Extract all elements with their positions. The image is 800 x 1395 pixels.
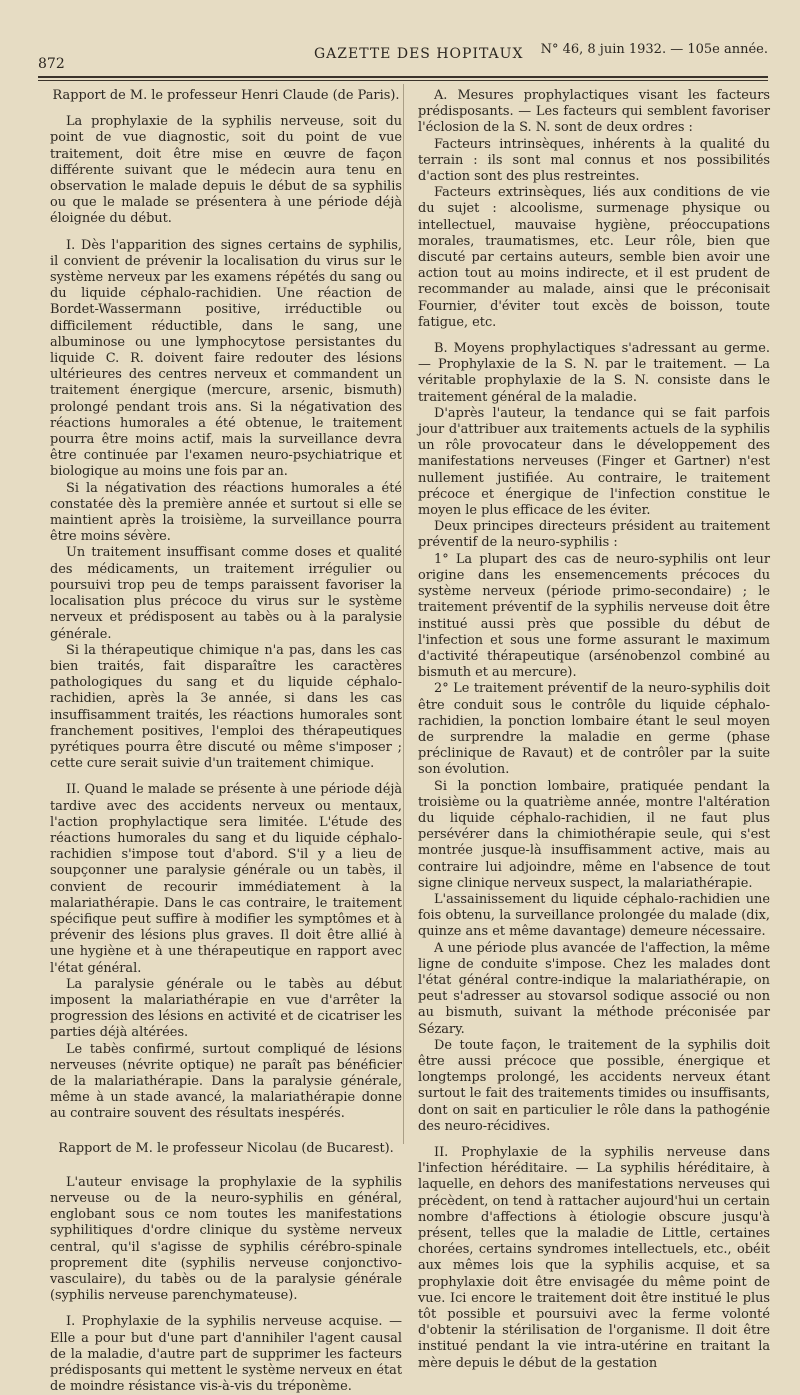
paragraph: De toute façon, le traitement de la syphilis doit être aussi précoce que possible, énergique et longtemps prolongé, les accidents nerveux étant surtout le fait des traitements timides ou insuffisants, dont on sait en particulier le rôle dans la pathogénie des neuro-récidives. [418,1037,770,1134]
column-separator [403,84,404,1144]
paragraph: La prophylaxie de la syphilis nerveuse, soit du point de vue diagnostic, soit du point de vue traitement, doit être mise en œuvre de façon différente suivant que le médecin aura tenu en observation le malade depuis le début de sa syphilis ou que le malade se présentera à une période déjà éloignée du début. [50,114,402,227]
journal-title: GAZETTE DES HOPITAUX [314,46,524,62]
paragraph: A une période plus avancée de l'affection, la même ligne de conduite s'impose. Chez les malades dont l'état général contre-indique la malariathérapie, on peut s'adresser au stovarsol sodique associé ou non au bismuth, suivant la méthode préconisée par Sézary. [418,940,770,1037]
paragraph: 2° Le traitement préventif de la neuro-syphilis doit être conduit sous le contrôle du liquide céphalo-rachidien, la ponction lombaire étant le seul moyen de surprendre la maladie en germe (phase préclinique de Ravaut) et de contrôler par la suite son évolution. [418,681,770,778]
paragraph: I. Prophylaxie de la syphilis nerveuse acquise. — Elle a pour but d'une part d'annihiler l'agent causal de la maladie, d'autre part de supprimer les facteurs prédisposants qui mettent le système nerveux en état de moindre résistance vis-à-vis du tréponème. [50,1314,402,1395]
paragraph: La paralysie générale ou le tabès au début imposent la malariathérapie en vue d'arrêter la progression des lésions en activité et de cicatriser les parties déjà altérées. [50,976,402,1041]
paragraph: A. Mesures prophylactiques visant les facteurs prédisposants. — Les facteurs qui semblent favoriser l'éclosion de la S. N. sont de deux ordres : [418,88,770,136]
paragraph: Le tabès confirmé, surtout compliqué de lésions nerveuses (névrite optique) ne paraît pas bénéficier de la malariathérapie. Dans la paralysie générale, même à un stade avancé, la malariathérapie donne au contraire souvent des résultats inespérés. [50,1041,402,1122]
paragraph: Si la négativation des réactions humorales a été constatée dès la première année et surtout si elle se maintient après la troisième, la surveillance pourra être moins sévère. [50,480,402,545]
paragraph: L'assainissement du liquide céphalo-rachidien une fois obtenu, la surveillance prolongée du malade (dix, quinze ans et même davantage) demeure nécessaire. [418,891,770,940]
paragraph: Facteurs extrinsèques, liés aux conditions de vie du sujet : alcoolisme, surmenage physique ou intellectuel, mauvaise hygiène, préoccupations morales, traumatismes, etc. Leur rôle, bien que discuté par certains auteurs, semble bien avoir une action tout au moins indirecte, et il est prudent de recommander au malade, ainsi que le préconisait Fournier, d'éviter tout excès de boisson, toute fatigue, etc. [418,185,770,330]
paragraph: II. Prophylaxie de la syphilis nerveuse dans l'infection héréditaire. — La syphilis héréditaire, à laquelle, en dehors des manifestations nerveuses qui précèdent, on tend à rattacher aujourd'hui un certain nombre d'affections à étiologie obscure jusqu'à présent, telles que la maladie de Little, certaines chorées, certains syndromes intellectuels, etc., obéit aux mêmes lois que la syphilis acquise, et sa prophylaxie doit être envisagée du même point de vue. Ici encore le traitement doit être institué le plus tôt possible et poursuivi avec la ferme volonté d'obtenir la stérilisation de l'organisme. Il doit être institué pendant la vie intra-utérine en traitant la mère depuis le début de la gestation [418,1145,770,1371]
paragraph: Si la ponction lombaire, pratiquée pendant la troisième ou la quatrième année, montre l'altération du liquide céphalo-rachidien, il ne faut plus persévérer dans la chimiothérapie seule, qui s'est montrée jusque-là insuffisamment active, mais au contraire lui adjoindre, même en l'absence de tout signe clinique nerveux suspect, la malariathérapie. [418,778,770,891]
paragraph: Facteurs intrinsèques, inhérents à la qualité du terrain : ils sont mal connus et nos possibilités d'action sont des plus restreintes. [418,136,770,185]
page-header [38,40,768,72]
left-column [50,88,402,1395]
header-rule [38,76,768,78]
paragraph: Si la thérapeutique chimique n'a pas, dans les cas bien traités, fait disparaître les caractères pathologiques du sang et du liquide céphalo-rachidien, après la 3e année, si dans les cas insuffisamment traités, les réactions humorales sont franchement positives, l'emploi des thérapeutiques pyrétiques pourra être discuté ou même s'imposer ; cette cure serait suivie d'un traitement chimique. [50,642,402,772]
section-heading: Rapport de M. le professeur Henri Claude (de Paris). [52,88,400,103]
paragraph: L'auteur envisage la prophylaxie de la syphilis nerveuse ou de la neuro-syphilis en général, englobant sous ce nom toutes les manifestations syphilitiques d'ordre clinique du système nerveux central, qu'il s'agisse de syphilis cérébro-spinale proprement dite (syphilis nerveuse conjonctivo-vasculaire), du tabès ou de la paralysie générale (syphilis nerveuse parenchymateuse). [50,1174,402,1304]
paragraph: II. Quand le malade se présente à une période déjà tardive avec des accidents nerveux ou mentaux, l'action prophylactique sera limitée. L'étude des réactions humorales du sang et du liquide céphalo-rachidien s'impose tout d'abord. S'il y a lieu de soupçonner une paralysie générale ou un tabès, il convient de recourir immédiatement à la malariathérapie. Dans le cas contraire, le traitement spécifique peut suffire à modifier les symptômes et à prévenir des lésions plus graves. Il doit être allié à une hygiène et à une thérapeutique en rapport avec l'état général. [50,782,402,976]
header-rule-thin [38,80,768,81]
issue-info: N° 46, 8 juin 1932. — 105e année. [540,42,768,57]
paragraph: Un traitement insuffisant comme doses et qualité des médicaments, un traitement irrégulier ou poursuivi trop peu de temps paraissent favoriser la localisation plus précoce du virus sur le système nerveux et prédisposent au tabès ou à la paralysie générale. [50,545,402,642]
paragraph: B. Moyens prophylactiques s'adressant au germe. — Prophylaxie de la S. N. par le traitement. — La véritable prophylaxie de la S. N. consiste dans le traitement général de la maladie. [418,341,770,405]
right-column [418,88,770,1372]
paragraph: Deux principes directeurs président au traitement préventif de la neuro-syphilis : [418,519,770,551]
section-heading: Rapport de M. le professeur Nicolau (de Bucarest). [58,1140,394,1156]
paragraph: D'après l'auteur, la tendance qui se fait parfois jour d'attribuer aux traitements actuels de la syphilis un rôle provocateur dans le développement des manifestations nerveuses (Finger et Gartner) n'est nullement justifiée. Au contraire, le traitement précoce et énergique de l'infection constitue le moyen le plus efficace de les éviter. [418,405,770,519]
paragraph: I. Dès l'apparition des signes certains de syphilis, il convient de prévenir la localisation du virus sur le système nerveux par les examens répétés du sang ou du liquide céphalo-rachidien. Une réaction de Bordet-Wassermann positive, irréductible ou difficilement réductible, dans le sang, une albuminose ou une lymphocytose persistantes du liquide C. R. doivent faire redouter des lésions ultérieures des centres nerveux et commandent un traitement énergique (mercure, arsenic, bismuth) prolongé pendant trois ans. Si la négativation des réactions humorales a été obtenue, le traitement pourra être moins actif, mais la surveillance devra être continuée par l'examen neuro-psychiatrique et biologique au moins une fois par an. [50,237,402,480]
page-number: 872 [38,56,65,72]
paragraph: 1° La plupart des cas de neuro-syphilis ont leur origine dans les ensemencements précoces du système nerveux (période primo-secondaire) ; le traitement préventif de la syphilis nerveuse doit être institué aussi près que possible du début de l'infection et sous une forme assurant le maximum d'activité thérapeutique (arsénobenzol combiné au bismuth et au mercure). [418,551,770,681]
